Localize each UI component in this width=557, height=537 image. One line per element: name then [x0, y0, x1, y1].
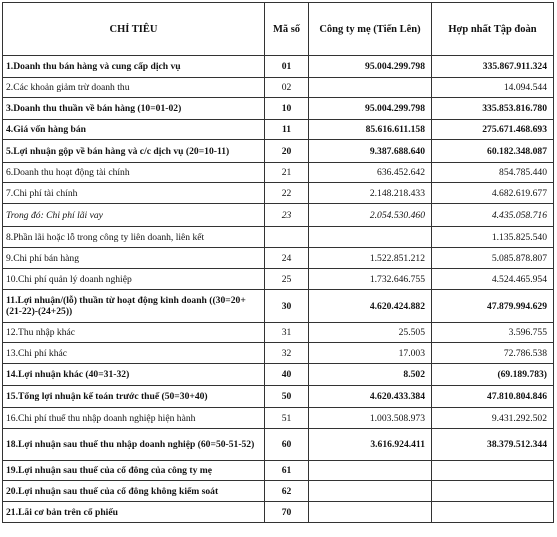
- row-parent-value: 95.004.299.798: [309, 98, 432, 120]
- row-indicator-name: 10.Chi phí quản lý doanh nghiệp: [3, 269, 265, 290]
- row-code: 24: [265, 248, 309, 269]
- row-parent-value: 636.452.642: [309, 163, 432, 183]
- row-code: 40: [265, 364, 309, 386]
- table-row: [3, 140, 554, 163]
- row-consolidated-value: 1.135.825.540: [432, 227, 554, 248]
- row-code: 01: [265, 56, 309, 78]
- row-indicator-name: 12.Thu nhập khác: [3, 323, 265, 343]
- row-code: 20: [265, 140, 309, 163]
- row-consolidated-value: 9.431.292.502: [432, 408, 554, 429]
- row-parent-value: 3.616.924.411: [309, 429, 432, 461]
- row-parent-value: 2.148.218.433: [309, 183, 432, 204]
- row-indicator-name: 16.Chi phí thuế thu nhập doanh nghiệp hiện hành: [3, 408, 265, 429]
- row-code: 31: [265, 323, 309, 343]
- row-parent-value: 4.620.433.384: [309, 386, 432, 408]
- row-parent-value: [309, 461, 432, 481]
- table-row: [3, 502, 554, 523]
- row-consolidated-value: 4.435.058.716: [432, 204, 554, 227]
- row-consolidated-value: [432, 481, 554, 502]
- row-consolidated-value: 5.085.878.807: [432, 248, 554, 269]
- row-indicator-name: 2.Các khoản giảm trừ doanh thu: [3, 78, 265, 98]
- row-code: 02: [265, 78, 309, 98]
- row-consolidated-value: (69.189.783): [432, 364, 554, 386]
- table-row: [3, 78, 554, 98]
- row-consolidated-value: 3.596.755: [432, 323, 554, 343]
- row-indicator-name: 18.Lợi nhuận sau thuế thu nhập doanh nghiệp (60=50-51-52): [3, 429, 265, 461]
- table-row: [3, 204, 554, 227]
- row-indicator-name: 20.Lợi nhuận sau thuế của cổ đông không kiểm soát: [3, 481, 265, 502]
- row-consolidated-value: 335.853.816.780: [432, 98, 554, 120]
- row-code: 50: [265, 386, 309, 408]
- header-code: Mã số: [265, 3, 309, 56]
- row-code: 25: [265, 269, 309, 290]
- row-parent-value: 9.387.688.640: [309, 140, 432, 163]
- table-row: [3, 248, 554, 269]
- row-parent-value: 2.054.530.460: [309, 204, 432, 227]
- row-consolidated-value: 4.682.619.677: [432, 183, 554, 204]
- row-parent-value: 17.003: [309, 343, 432, 364]
- row-parent-value: 1.003.508.973: [309, 408, 432, 429]
- row-consolidated-value: 60.182.348.087: [432, 140, 554, 163]
- row-code: 11: [265, 120, 309, 140]
- row-consolidated-value: 72.786.538: [432, 343, 554, 364]
- row-consolidated-value: 4.524.465.954: [432, 269, 554, 290]
- row-indicator-name: 15.Tổng lợi nhuận kế toán trước thuế (50=30+40): [3, 386, 265, 408]
- row-code: 21: [265, 163, 309, 183]
- row-indicator-name: 19.Lợi nhuận sau thuế của cổ đông của công ty mẹ: [3, 461, 265, 481]
- table-row: [3, 98, 554, 120]
- row-parent-value: [309, 502, 432, 523]
- row-indicator-name: 8.Phần lãi hoặc lỗ trong công ty liên doanh, liên kết: [3, 227, 265, 248]
- row-code: 32: [265, 343, 309, 364]
- income-statement-table: [2, 2, 554, 523]
- table-row: [3, 429, 554, 461]
- row-indicator-name: 4.Giá vốn hàng bán: [3, 120, 265, 140]
- table-row: [3, 163, 554, 183]
- row-consolidated-value: 38.379.512.344: [432, 429, 554, 461]
- table-row: [3, 183, 554, 204]
- row-code: 10: [265, 98, 309, 120]
- row-consolidated-value: 47.879.994.629: [432, 290, 554, 323]
- row-indicator-name: 9.Chi phí bán hàng: [3, 248, 265, 269]
- row-parent-value: 8.502: [309, 364, 432, 386]
- row-code: 61: [265, 461, 309, 481]
- table-row: [3, 343, 554, 364]
- table-row: [3, 227, 554, 248]
- table-row: [3, 386, 554, 408]
- row-parent-value: [309, 481, 432, 502]
- row-indicator-name: Trong đó: Chi phí lãi vay: [3, 204, 265, 227]
- row-code: 62: [265, 481, 309, 502]
- row-consolidated-value: [432, 502, 554, 523]
- table-row: [3, 481, 554, 502]
- row-indicator-name: 6.Doanh thu hoạt động tài chính: [3, 163, 265, 183]
- row-parent-value: [309, 78, 432, 98]
- header-consolidated: Hợp nhất Tập đoàn: [432, 3, 554, 56]
- row-consolidated-value: 275.671.468.693: [432, 120, 554, 140]
- row-indicator-name: 11.Lợi nhuận/(lỗ) thuần từ hoạt động kinh doanh ((30=20+(21-22)-(24+25)): [3, 290, 265, 323]
- table-row: [3, 408, 554, 429]
- row-parent-value: 95.004.299.798: [309, 56, 432, 78]
- row-code: 23: [265, 204, 309, 227]
- row-indicator-name: 3.Doanh thu thuần về bán hàng (10=01-02): [3, 98, 265, 120]
- row-code: 60: [265, 429, 309, 461]
- table-row: [3, 120, 554, 140]
- table-row: [3, 323, 554, 343]
- header-parent-company: Công ty mẹ (Tiến Lên): [309, 3, 432, 56]
- header-row: [3, 3, 554, 56]
- row-consolidated-value: 47.810.804.846: [432, 386, 554, 408]
- income-statement-document: [2, 2, 553, 533]
- row-parent-value: 25.505: [309, 323, 432, 343]
- row-consolidated-value: 854.785.440: [432, 163, 554, 183]
- row-consolidated-value: 335.867.911.324: [432, 56, 554, 78]
- table-row: [3, 56, 554, 78]
- table-row: [3, 290, 554, 323]
- row-indicator-name: 5.Lợi nhuận gộp về bán hàng và c/c dịch vụ (20=10-11): [3, 140, 265, 163]
- row-indicator-name: 14.Lợi nhuận khác (40=31-32): [3, 364, 265, 386]
- row-parent-value: 4.620.424.882: [309, 290, 432, 323]
- table-row: [3, 461, 554, 481]
- row-code: 22: [265, 183, 309, 204]
- row-parent-value: [309, 227, 432, 248]
- header-indicator: CHỈ TIÊU: [3, 3, 265, 56]
- row-parent-value: 85.616.611.158: [309, 120, 432, 140]
- row-parent-value: 1.522.851.212: [309, 248, 432, 269]
- row-indicator-name: 1.Doanh thu bán hàng và cung cấp dịch vụ: [3, 56, 265, 78]
- row-code: 70: [265, 502, 309, 523]
- table-body: [3, 56, 554, 523]
- row-indicator-name: 21.Lãi cơ bản trên cổ phiếu: [3, 502, 265, 523]
- row-indicator-name: 13.Chi phí khác: [3, 343, 265, 364]
- table-header: [3, 3, 554, 56]
- row-code: 30: [265, 290, 309, 323]
- row-consolidated-value: 14.094.544: [432, 78, 554, 98]
- row-code: [265, 227, 309, 248]
- row-consolidated-value: [432, 461, 554, 481]
- row-indicator-name: 7.Chi phí tài chính: [3, 183, 265, 204]
- row-parent-value: 1.732.646.755: [309, 269, 432, 290]
- table-row: [3, 364, 554, 386]
- row-code: 51: [265, 408, 309, 429]
- table-row: [3, 269, 554, 290]
